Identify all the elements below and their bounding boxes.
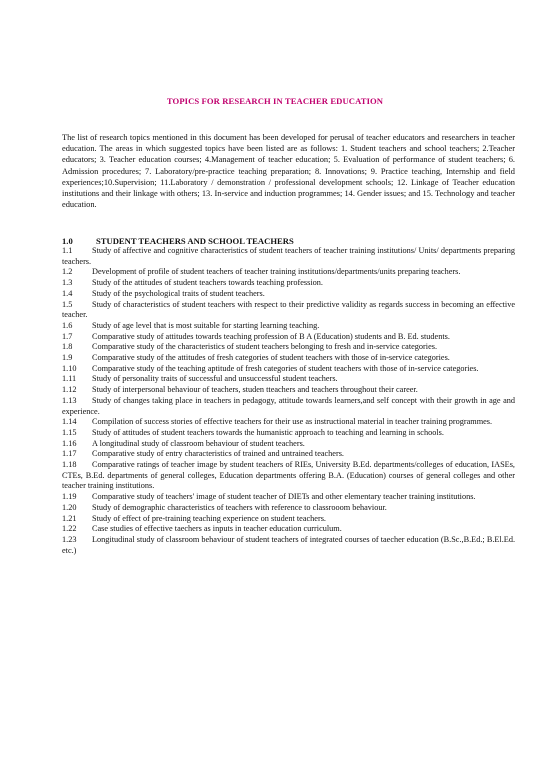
topic-number: 1.15 <box>62 427 77 437</box>
topic-number: 1.2 <box>62 267 73 277</box>
topic-item <box>62 353 515 364</box>
topic-number: 1.7 <box>62 331 73 341</box>
topic-text: Study of personality traits of successful and unsuccessful student teachers. <box>92 374 338 384</box>
topic-text: A longitudinal study of classroom behaviour of student teachers. <box>92 438 305 448</box>
topic-item <box>62 342 515 353</box>
topic-number: 1.17 <box>62 449 77 459</box>
topic-list <box>62 246 515 556</box>
topic-text: Longitudinal study of classroom behaviour of student teachers of integrated courses of taecher education (B.Sc.,B.Ed.; B.El.Ed. etc.) <box>62 534 515 555</box>
topic-item <box>62 492 515 503</box>
topic-number: 1.16 <box>62 438 77 448</box>
topic-number: 1.22 <box>62 524 77 534</box>
topic-text: Comparative study of the characteristics of student teachers belonging to fresh and in-service categories. <box>92 342 438 352</box>
topic-number: 1.19 <box>62 492 77 502</box>
topic-number: 1.10 <box>62 363 77 373</box>
topic-number: 1.18 <box>62 460 77 470</box>
topic-text: Study of interpersonal behaviour of teachers, studen tteachers and teachers throughout their career. <box>92 385 418 395</box>
topic-item <box>62 428 515 439</box>
topic-number: 1.21 <box>62 513 77 523</box>
topic-text: Comparative study of attitudes towards teaching profession of B A (Education) students and B. Ed. students. <box>92 331 450 341</box>
topic-number: 1.6 <box>62 320 73 330</box>
topic-text: Study of effect of pre-training teaching experience on student teachers. <box>92 513 326 523</box>
topic-item <box>62 439 515 450</box>
topic-number: 1.5 <box>62 299 73 309</box>
topic-item <box>62 385 515 396</box>
topic-text: Development of profile of student teachers of teacher training institutions/departments/units preparing teachers. <box>92 267 461 277</box>
topic-number: 1.13 <box>62 395 77 405</box>
topic-item <box>62 535 515 556</box>
section-title: STUDENT TEACHERS AND SCHOOL TEACHERS <box>96 236 294 246</box>
topic-text: Comparative study of the teaching aptitude of fresh categories of student teachers with those of in-service categories. <box>92 363 479 373</box>
topic-item <box>62 514 515 525</box>
intro-paragraph: The list of research topics mentioned in this document has been developed for perusal of teacher educators and researchers in teacher education. The areas in which suggested topics have been listed are as follows: 1. Student teachers and school teachers; 2.Teacher educators; 3. Teacher education courses; 4.Management of teacher education; 5. Evaluation of performance of student teachers; 6. Admission procedures; 7. Laboratory/pre-practice teaching preparation; 8. Innovations; 9. Practice teaching, Internship and field experiences;10.Supervision; 11.Laboratory / demonstration / professional development schools; 12. Linkage of Teacher education institutions and their linkage with others; 13. In-service and induction programmes; 14. Gender issues; and 15. Technology and teacher education. <box>62 133 515 210</box>
topic-text: Study of affective and cognitive characteristics of student teachers of teacher training institutions/ Units/ departments preparing teachers. <box>62 246 515 266</box>
topic-item <box>62 449 515 460</box>
topic-number: 1.14 <box>62 417 77 427</box>
topic-item <box>62 396 515 417</box>
topic-item <box>62 300 515 321</box>
topic-text: Study of the psychological traits of student teachers. <box>92 288 265 298</box>
topic-text: Comparative ratings of teacher image by student teachers of RIEs, University B.Ed. departments/colleges of education, IASEs, CTEs, B.Ed. departments of general colleges, Education departments offering B.A. (Education) courses of general colleges and other teacher training institutions. <box>62 460 515 491</box>
topic-number: 1.8 <box>62 342 73 352</box>
topic-item <box>62 246 515 267</box>
topic-item <box>62 460 515 492</box>
topic-text: Comparative study of teachers' image of student teacher of DIETs and other elementary teacher training institutions. <box>92 492 476 502</box>
section-number: 1.0 <box>62 236 73 246</box>
topic-text: Comparative study of entry characteristics of trained and untrained teachers. <box>92 449 344 459</box>
topic-item <box>62 524 515 535</box>
topic-item <box>62 503 515 514</box>
topic-item <box>62 321 515 332</box>
topic-number: 1.20 <box>62 502 77 512</box>
topic-item <box>62 278 515 289</box>
topic-item <box>62 374 515 385</box>
topic-item <box>62 364 515 375</box>
topic-number: 1.12 <box>62 385 77 395</box>
topic-text: Study of demographic characteristics of teachers with reference to classrooom behaviour. <box>92 502 387 512</box>
topic-number: 1.11 <box>62 374 77 384</box>
topic-text: Study of age level that is most suitable for starting learning teaching. <box>92 320 320 330</box>
topic-number: 1.9 <box>62 353 73 363</box>
topic-number: 1.3 <box>62 278 73 288</box>
document-title: TOPICS FOR RESEARCH IN TEACHER EDUCATION <box>166 96 384 106</box>
topic-text: Compilation of success stories of effective teachers for their use as instructional material in teacher training programmes. <box>92 417 493 427</box>
topic-text: Study of attitudes of student teachers towards the humanistic approach to teaching and learning in schools. <box>92 427 444 437</box>
topic-number: 1.23 <box>62 534 77 544</box>
topic-item <box>62 332 515 343</box>
topic-text: Comparative study of the attitudes of fresh categories of student teachers with those of in-service categories. <box>92 353 450 363</box>
topic-text: Study of the attitudes of student teachers towards teaching profession. <box>92 278 323 288</box>
topic-number: 1.1 <box>62 246 73 255</box>
topic-number: 1.4 <box>62 288 73 298</box>
topic-item <box>62 289 515 300</box>
topic-text: Study of changes taking place in teachers in pedagogy, attitude towards learners,and self concept with their growth in age and experience. <box>62 395 515 416</box>
topic-text: Case studies of effective taechers as inputs in teacher education curriculum. <box>92 524 342 534</box>
topic-text: Study of characteristics of student teachers with respect to their predictive validity as regards success in becoming an effective teacher. <box>62 299 515 320</box>
topic-item <box>62 417 515 428</box>
topic-item <box>62 267 515 278</box>
